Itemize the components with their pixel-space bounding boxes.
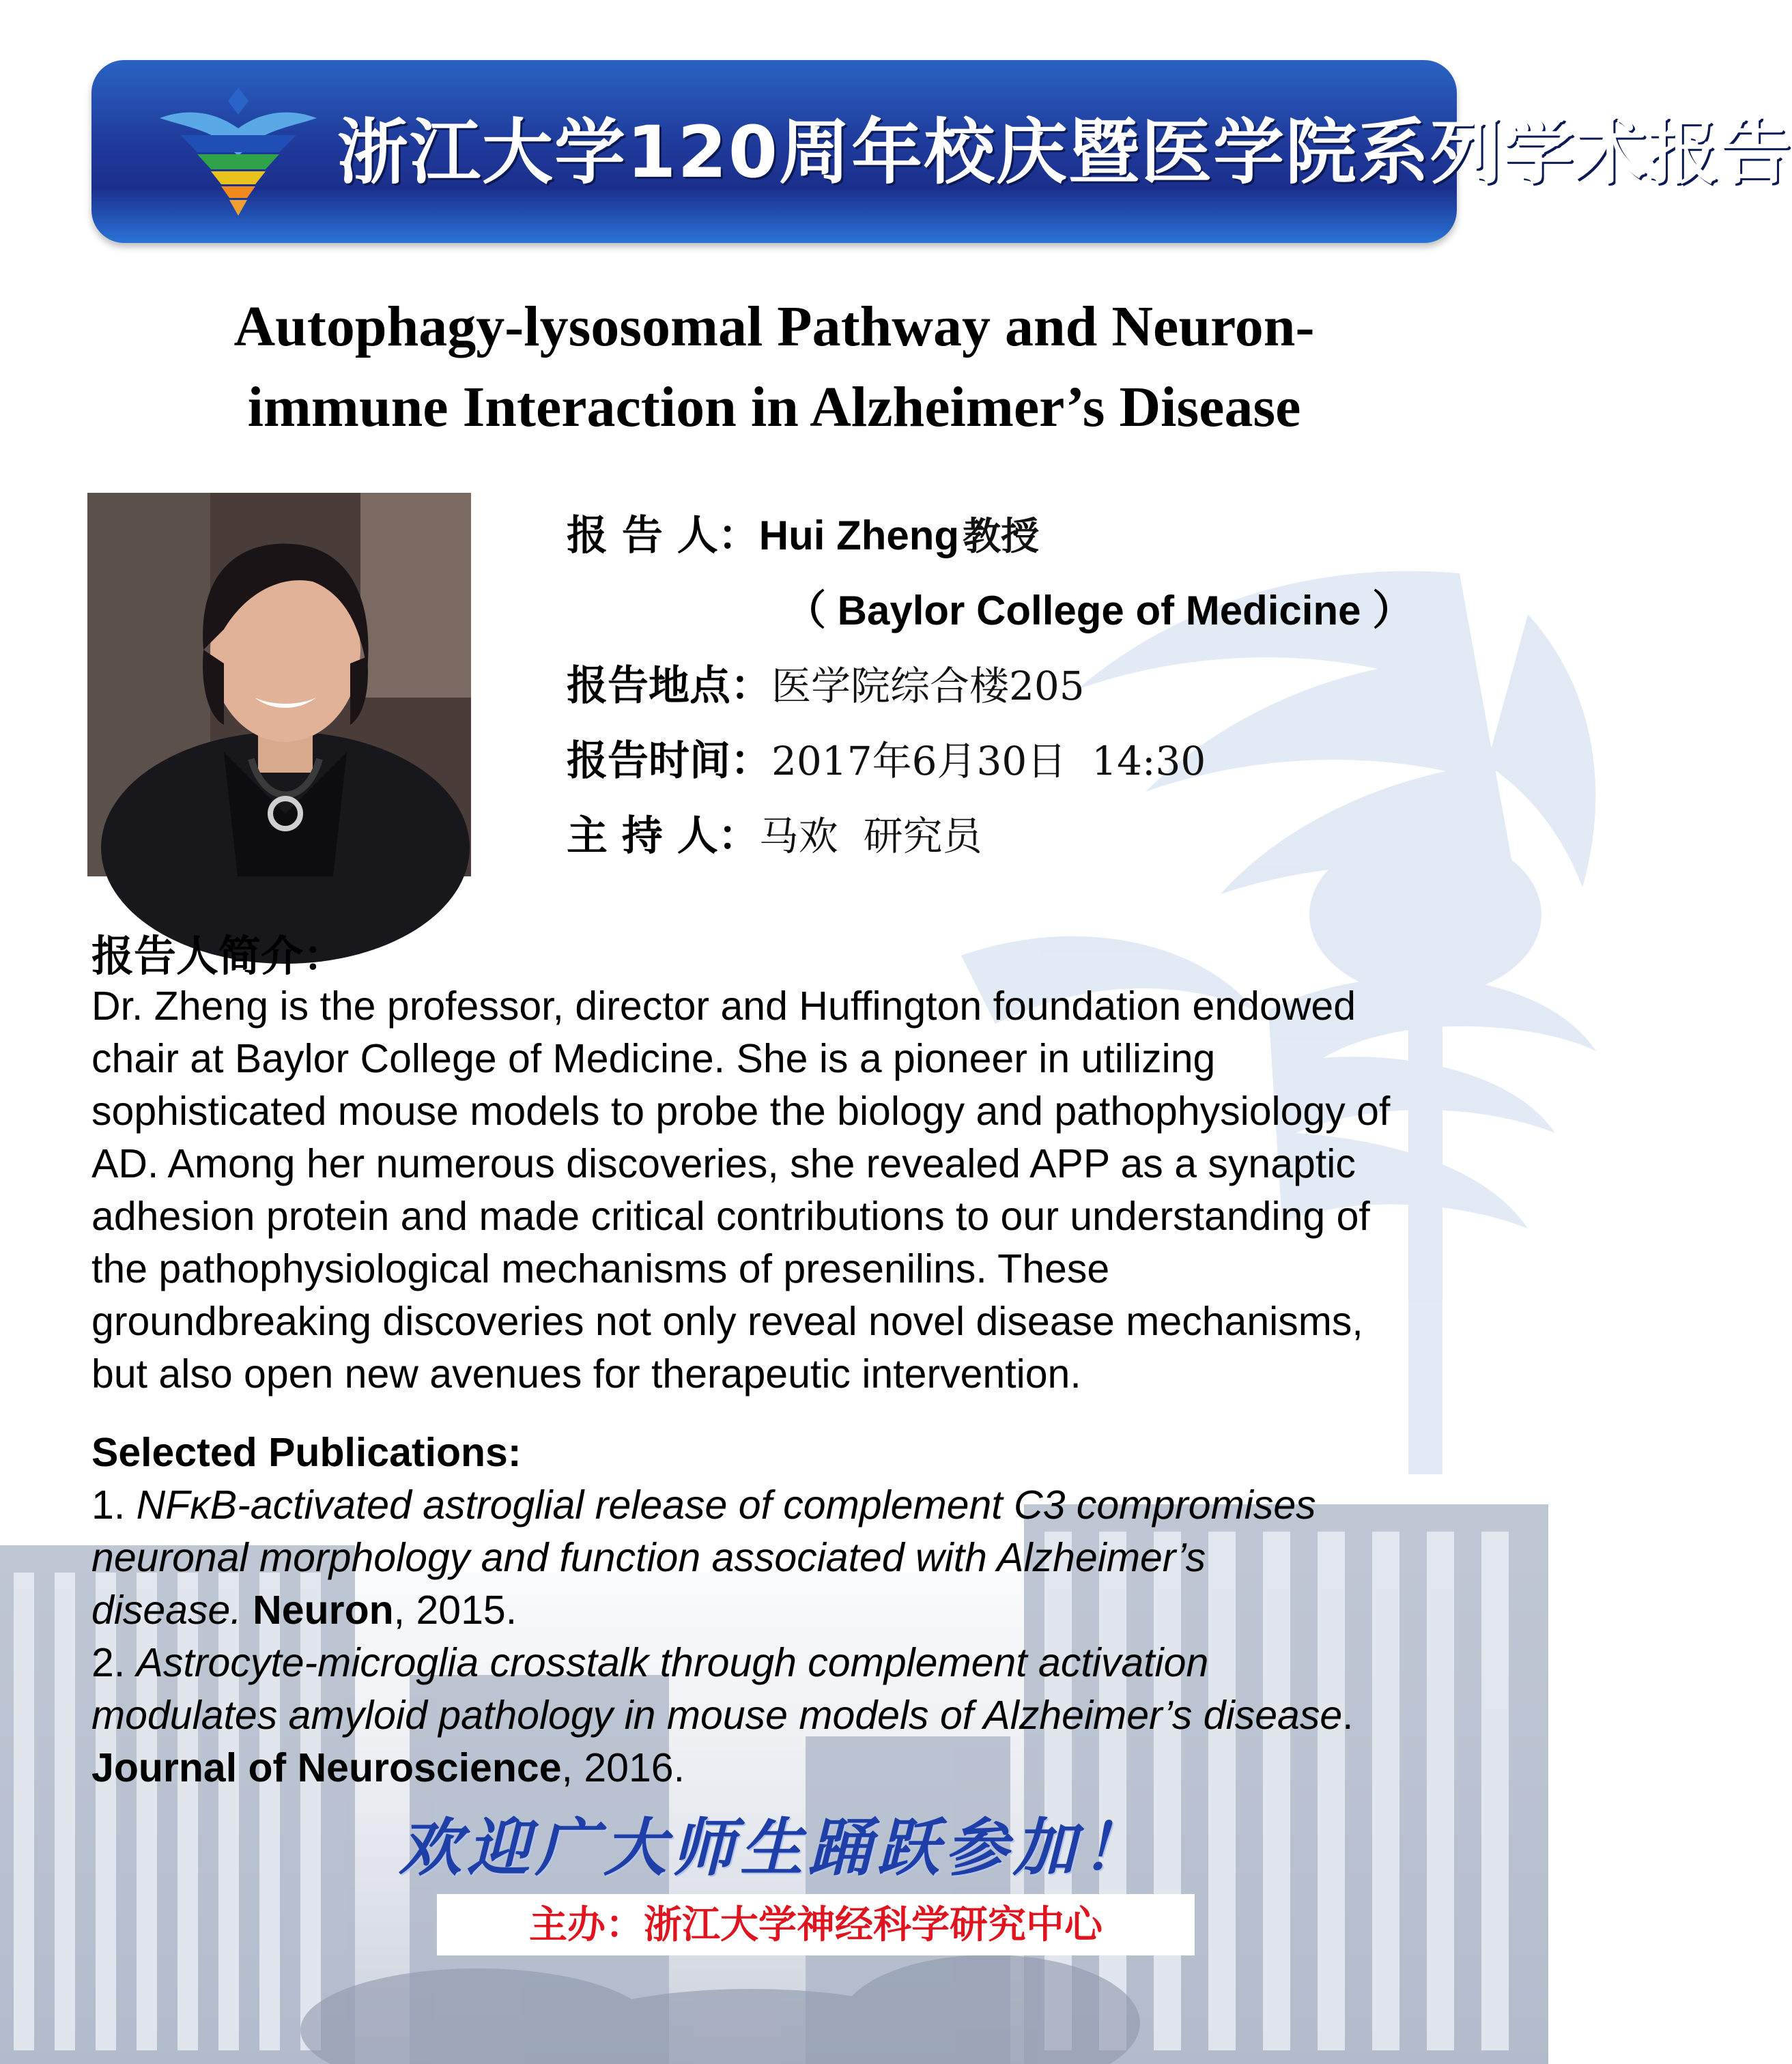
bio-line: Dr. Zheng is the professor, director and Huffington foundation endowed <box>91 984 1356 1029</box>
speaker-affiliation: （ Baylor College of Medicine ） <box>785 588 1414 633</box>
publication-item <box>91 1479 1532 1637</box>
bio-line: sophisticated mouse models to probe the biology and pathophysiology of <box>91 1089 1391 1134</box>
talk-title-line-2: immune Interaction in Alzheimer’s Disease <box>247 375 1301 439</box>
bio-line: AD. Among her numerous discoveries, she revealed APP as a synaptic <box>91 1141 1356 1186</box>
bio-line: chair at Baylor College of Medicine. She is a pioneer in utilizing <box>91 1036 1216 1081</box>
chair-row <box>567 805 982 867</box>
speaker-rank: 教授 <box>963 515 1040 559</box>
speaker-row <box>567 505 1039 567</box>
publications <box>91 1427 1532 1794</box>
bio-line: but also open new avenues for therapeutic intervention. <box>91 1351 1081 1396</box>
publications-heading: Selected Publications: <box>91 1430 522 1475</box>
welcome-slogan: 欢迎广大师生踊跃参加！ <box>398 1811 1150 1884</box>
talk-title <box>91 287 1457 448</box>
time-label: 报告时间： <box>567 737 771 785</box>
header-banner <box>91 60 1792 243</box>
publication-title: NFκB-activated astroglial release of complement C3 compromises <box>136 1482 1316 1528</box>
speaker-bio <box>91 980 1532 1401</box>
publication-number: 2. <box>91 1640 137 1685</box>
publication-year: , 2016. <box>561 1745 685 1790</box>
host-box <box>437 1894 1195 1955</box>
publication-journal: Neuron <box>253 1588 394 1633</box>
host-organizer: 主办：浙江大学神经科学研究中心 <box>529 1902 1103 1947</box>
talk-title-line-1: Autophagy-lysosomal Pathway and Neuron- <box>233 295 1315 358</box>
bio-line: adhesion protein and made critical contributions to our understanding of <box>91 1194 1370 1239</box>
publication-item <box>91 1637 1532 1794</box>
affiliation-row <box>785 580 1413 642</box>
publication-journal: Journal of Neuroscience <box>91 1745 562 1790</box>
publication-title: neuronal morphology and function associated with Alzheimer’s <box>91 1535 1206 1580</box>
publication-title: Astrocyte-microglia crosstalk through complement activation <box>136 1640 1209 1685</box>
banner-title: 浙江大学120周年校庆暨医学院系列学术报告 <box>337 111 1792 194</box>
publication-year: , 2015. <box>393 1588 517 1633</box>
venue-value: 医学院综合楼205 <box>771 663 1085 709</box>
publication-title: disease. <box>91 1588 242 1633</box>
speaker-photo <box>87 493 471 876</box>
bio-line: the pathophysiological mechanisms of presenilins. These <box>91 1246 1110 1291</box>
speaker-portrait-image <box>87 493 471 876</box>
time-value: 2017年6月30日 14:30 <box>771 738 1206 784</box>
bio-heading: 报告人简介： <box>91 931 346 981</box>
publication-title: modulates amyloid pathology in mouse models of Alzheimer’s disease <box>91 1693 1343 1738</box>
venue-label: 报告地点： <box>567 662 771 710</box>
publication-number: 1. <box>91 1482 137 1528</box>
zju-medicine-emblem-icon <box>160 87 317 217</box>
venue-row <box>567 655 1085 717</box>
chair-value: 马欢 研究员 <box>758 813 982 859</box>
publication-title: . <box>1342 1693 1354 1738</box>
speaker-label: 报 告 人： <box>567 512 759 560</box>
speaker-name: Hui Zheng <box>758 513 960 558</box>
bio-line: groundbreaking discoveries not only reveal novel disease mechanisms, <box>91 1299 1363 1344</box>
time-row <box>567 730 1206 792</box>
chair-label: 主 持 人： <box>567 812 759 860</box>
